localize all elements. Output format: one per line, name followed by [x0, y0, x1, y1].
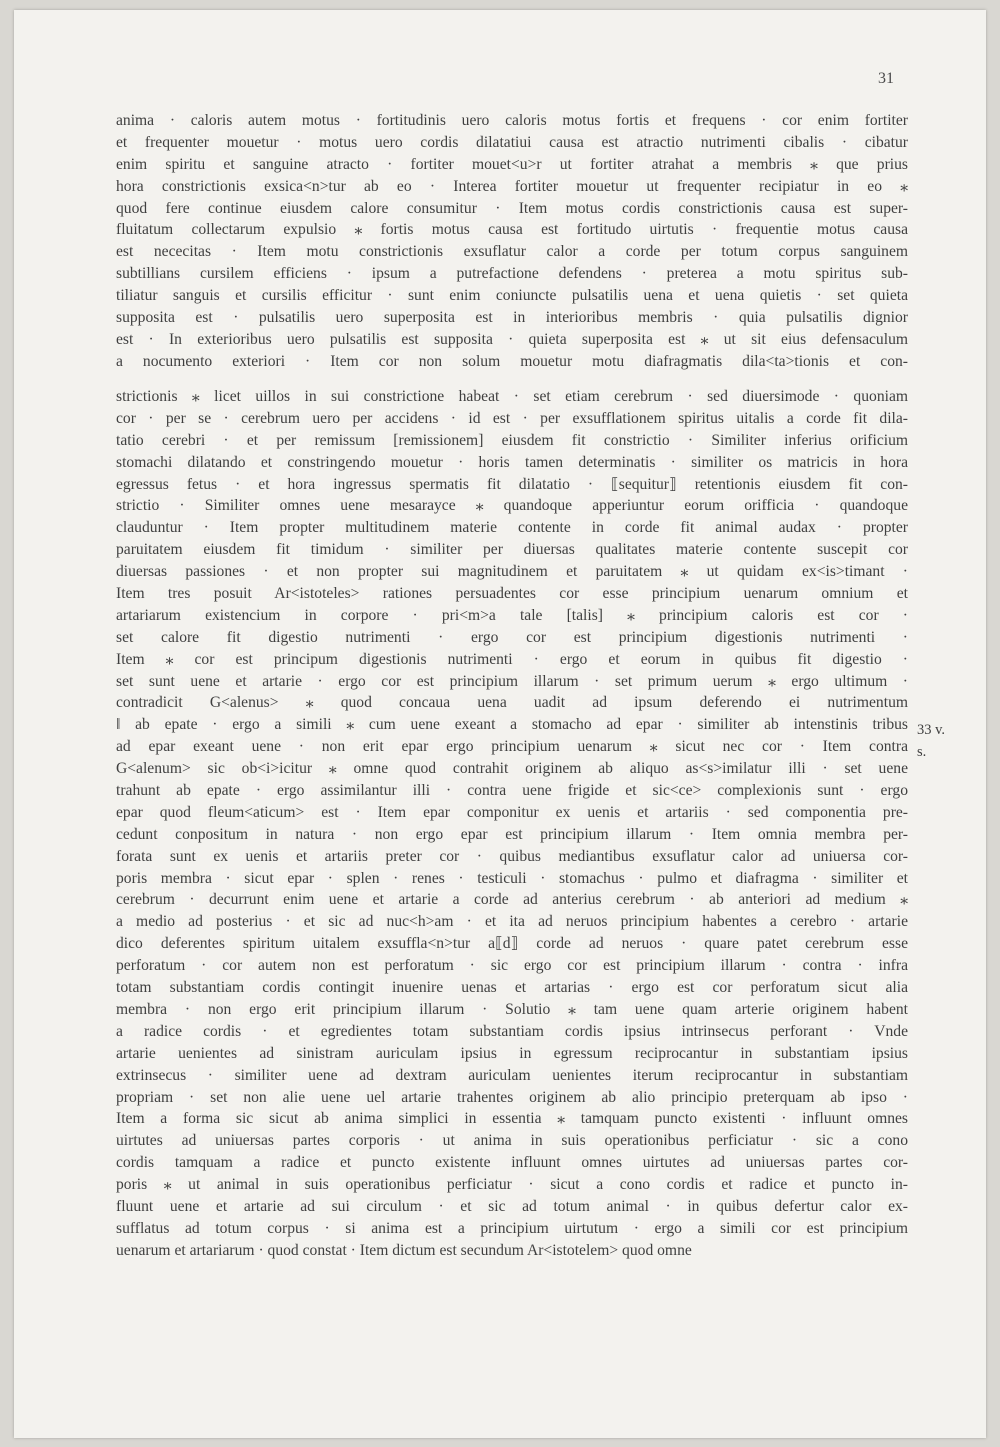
text-line: forata sunt ex uenis et artariis preter cor · quibus mediantibus exsuflatur calor ad uniuersa cor- [116, 847, 908, 865]
text-line: Item tres posuit Ar<istoteles> rationes persuadentes cor esse principium uenarum omnium et [116, 585, 908, 603]
text-line: et frequenter mouetur · motus uero cordis dilatatiui causa est atractio nutrimenti cibalis · cibatur [116, 133, 908, 151]
text-line: membra · non ergo erit principium illarum · Solutio ⁎ tam uene quam arterie originem habent [116, 1000, 908, 1018]
text-line: contradicit G<alenus> ⁎ quod concaua uena uadit ad ipsum deferendo ei nutrimentum [116, 694, 908, 712]
page-number: 31 [878, 70, 894, 87]
text-line: fluunt uene et artarie ad sui circulum · et sic ad totum animal · in quibus defertur calor ex- [116, 1197, 908, 1215]
text-line: artariarum existencium in corpore · pri<m>a tale [talis] ⁎ principium caloris est cor · [116, 606, 908, 624]
text-line: anima · caloris autem motus · fortitudinis uero caloris motus fortis et frequens · cor enim fortiter [116, 112, 908, 129]
text-line: cor · per se · cerebrum uero per accidens · id est · per exsufflationem spiritus uitalis a corde fit dila- [116, 409, 908, 427]
text-line: sufflatus ad totum corpus · si anima est a principium uirtutum · ergo a simili cor est principium [116, 1219, 908, 1237]
text-line: a radice cordis · et egredientes totam substantiam cordis ipsius intrinsecus perforant · Vnde [116, 1022, 908, 1040]
text-line: ‖ ab epate · ergo a simili ⁎ cum uene exeant a stomacho ad epar · similiter ab intenstinis tribus [116, 716, 908, 734]
text-line: poris ⁎ ut animal in suis operationibus perficiatur · sicut a cono cordis et radice et puncto in- [116, 1176, 908, 1194]
text-line: artarie uenientes ad sinistram auriculam ipsius in egressum reciprocantur in substantiam ipsius [116, 1044, 908, 1062]
text-line: quod fere continue eiusdem calore consumitur · Item motus cordis constrictionis causa est super- [116, 199, 908, 217]
text-line: propriam · set non alie uene uel artarie trahentes originem ab alio principio preterquam ab ipso · [116, 1088, 908, 1106]
text-line: dico deferentes spiritum uitalem exsuffla<n>tur a⟦d⟧ corde ad neruos · quare patet cerebrum esse [116, 935, 908, 953]
text-line: uenarum et artariarum · quod constat · Item dictum est secundum Ar<istotelem> quod omne [116, 1241, 692, 1259]
text-line: totam substantiam cordis contingit inuenire uenas et artarias · ergo est cor perforatum sicut alia [116, 979, 908, 997]
text-line: strictionis ⁎ licet uillos in sui constrictione habeat · set etiam cerebrum · sed diuersimode · quoniam [116, 388, 908, 405]
text-line: Item a forma sic sicut ab anima simplici in essentia ⁎ tamquam puncto existenti · influunt omnes [116, 1110, 908, 1128]
text-line: subtillians cursilem efficiens · ipsum a putrefactione defendens · preterea a motu spiritus sub- [116, 265, 908, 283]
text-line: epar quod fleum<aticum> est · Item epar componitur ex uenis et artariis · sed componentia pre- [116, 803, 908, 821]
text-line: extrinsecus · similiter uene ad dextram auriculam uenientes iterum reciprocantur in substantiam [116, 1066, 908, 1084]
text-line: est nececitas · Item motu constrictionis exsuflatur calor a corde per totum corpus sanguinem [116, 243, 908, 261]
text-line: uirtutes ad uniuersas partes corporis · ut anima in suis operationibus perficiatur · sic a cono [116, 1132, 908, 1150]
text-line: strictio · Similiter omnes uene mesarayce ⁎ quandoque apperiuntur eorum orifficia · quandoque [116, 497, 908, 515]
text-line: poris membra · sicut epar · splen · renes · testiculi · stomachus · pulmo et diafragma · similiter et [116, 869, 908, 887]
text-line: supposita est · pulsatilis uero superposita est in interioribus membris · quia pulsatilis dignior [116, 309, 908, 327]
text-line: set calore fit digestio nutrimenti · ergo cor est principium digestionis nutrimenti · [116, 628, 908, 646]
text-line: perforatum · cor autem non est perforatum · sic ergo cor est principium illarum · contra · infra [116, 957, 908, 975]
text-line: Item ⁎ cor est principum digestionis nutrimenti · ergo et eorum in quibus fit digestio · [116, 650, 908, 668]
text-line: a nocumento exteriori · Item cor non solum mouetur motu diafragmatis dila<ta>tionis et con- [116, 352, 908, 370]
text-line: est · In exterioribus uero pulsatilis est supposita · quieta superposita est ⁎ ut sit eius defensaculum [116, 330, 908, 348]
margin-note-line: 33 v. [917, 722, 946, 738]
text-line: G<alenum> sic ob<i>icitur ⁎ omne quod contrahit originem ab aliquo as<s>imilatur illi · set uene [116, 760, 908, 778]
text-line: set sunt uene et artarie · ergo cor est principium illarum · set primum uerum ⁎ ergo ultimum · [116, 672, 908, 690]
text-line: fluitatum collectarum expulsio ⁎ fortis motus causa est fortitudo uirtutis · frequentie motus causa [116, 221, 908, 239]
body-text-section-2 [116, 386, 908, 1262]
body-text-section-1 [116, 110, 908, 373]
text-line: diuersas passiones · et non propter sui magnitudinem et paruitatem ⁎ ut quidam ex<is>timant · [116, 563, 908, 581]
text-line: hora constrictionis exsica<n>tur ab eo · Interea fortiter mouetur ut frequenter recipiatur in eo ⁎ [116, 177, 908, 195]
text-line: a medio ad posterius · et sic ad nuc<h>am · et ita ad neruos principium habentes a cerebro · artarie [116, 913, 908, 931]
text-line: cordis tamquam a radice et puncto existente influunt omnes uirtutes ad uniuersas partes cor- [116, 1154, 908, 1172]
text-line: tiliatur sanguis et cursilis efficitur · sunt enim coniuncte pulsatilis uena et uena quietis · set quieta [116, 287, 908, 305]
text-line: ad epar exeant uene · non erit epar ergo principium uenarum ⁎ sicut nec cor · Item contra [116, 738, 908, 756]
text-line: egressus fetus · et hora ingressus spermatis fit dilatatio · ⟦sequitur⟧ retentionis eiusdem fit con- [116, 475, 908, 493]
text-line: stomachi dilatando et constringendo mouetur · horis tamen determinatis · similiter os matricis in hora [116, 453, 908, 471]
text-line: cedunt conpositum in natura · non ergo epar est principium illarum · Item omnia membra per- [116, 825, 908, 843]
text-line: cerebrum · decurrunt enim uene et artarie a corde ad anterius cerebrum · ab anteriori ad medium ⁎ [116, 891, 908, 909]
margin-note-line: s. [917, 743, 927, 760]
text-line: tatio cerebri · et per remissum [remissionem] eiusdem fit constrictio · Similiter inferius orificium [116, 431, 908, 449]
text-line: trahunt ab epate · ergo assimilantur illi · contra uene frigide et sic<ce> complexionis sunt · ergo [116, 782, 908, 800]
text-line: paruitatem eiusdem fit timidum · similiter per diuersas qualitates materie contente suscepit cor [116, 541, 908, 559]
margin-folio-note [917, 720, 967, 764]
text-line: clauduntur · Item propter multitudinem materie contente in corde fit animal audax · propter [116, 519, 908, 537]
text-line: enim spiritu et sanguine atracto · fortiter mouet<u>r ut fortiter atrahat a membris ⁎ que prius [116, 155, 908, 173]
document-page [14, 10, 986, 1438]
